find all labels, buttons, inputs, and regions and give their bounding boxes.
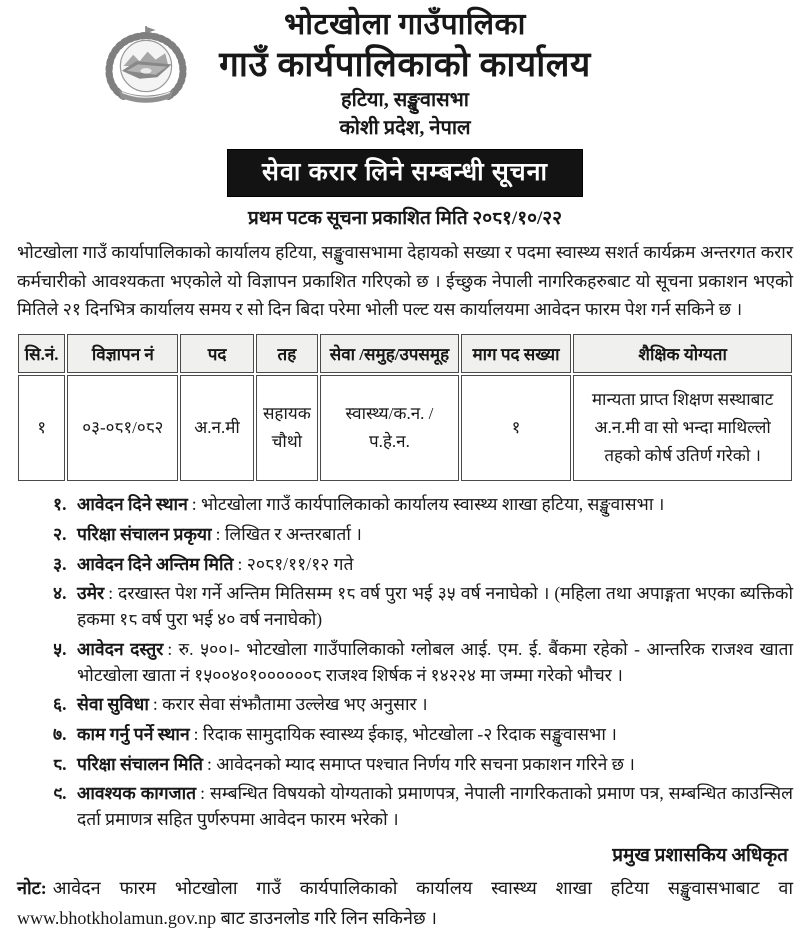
list-item-text: : आवेदनको म्याद समाप्त पश्चात निर्णय गरि सचना प्रकाशन गरिने छ । bbox=[207, 753, 635, 774]
list-item-number: ५. bbox=[53, 638, 67, 659]
list-item-label: आवश्यक कागजात bbox=[77, 783, 197, 804]
vacancy-table bbox=[16, 332, 794, 483]
list-item-number: ९. bbox=[53, 783, 67, 804]
col-header-level: तह bbox=[256, 334, 318, 373]
notice-banner bbox=[0, 149, 810, 197]
list-item-label: आवेदन दस्तुर bbox=[77, 638, 164, 659]
cell-sn: १ bbox=[18, 375, 65, 481]
list-item-9 bbox=[17, 781, 793, 832]
nepal-government-emblem-logo bbox=[98, 24, 194, 108]
list-item-label: उमेर bbox=[77, 583, 105, 604]
list-item-text: : भोटखोला गाउँ कार्यपालिकाको कार्यालय स्वास्थ्य शाखा हटिया, सङ्खुवासभा । bbox=[191, 494, 665, 515]
cell-level: सहायक चौथो bbox=[256, 375, 318, 481]
office-title: गाउँ कार्यपालिकाको कार्यालय bbox=[219, 44, 591, 84]
list-item-6 bbox=[17, 692, 793, 718]
list-item-number: २. bbox=[53, 523, 67, 544]
list-item-2 bbox=[17, 522, 793, 548]
note-label: नोट: bbox=[17, 877, 47, 898]
municipality-title: भोटखोला गाउँपालिका bbox=[284, 8, 526, 41]
list-item-label: सेवा सुविधा bbox=[77, 694, 149, 715]
conditions-list bbox=[17, 492, 793, 833]
list-item-label: परिक्षा संचालन प्रकृया bbox=[77, 523, 212, 544]
website-url: www.bhotkholamun.gov.np bbox=[17, 908, 217, 929]
list-item-number: १. bbox=[53, 494, 67, 515]
list-item-8 bbox=[17, 752, 793, 778]
note-text-after-url: बाट डाउनलोड गरि लिन सकिनेछ । bbox=[220, 908, 437, 929]
list-item-4 bbox=[17, 581, 793, 632]
list-item-label: काम गर्नु पर्ने स्थान bbox=[77, 723, 190, 744]
cell-qualification: मान्यता प्राप्त शिक्षण सस्थाबाट अ.न.मी वा सो भन्दा माथिल्लो तहको कोर्ष उतिर्ण गरेको । bbox=[573, 375, 792, 481]
col-header-qualification: शैक्षिक योग्यता bbox=[573, 334, 792, 373]
cell-service-group: स्वास्थ्य/क.न. /प.हे.न. bbox=[320, 375, 459, 481]
table-row bbox=[18, 375, 792, 481]
cell-advert-no: ०३-०८१/०८२ bbox=[67, 375, 178, 481]
list-item-number: ८. bbox=[53, 753, 67, 774]
list-item-5 bbox=[17, 637, 793, 688]
notice-banner-title: सेवा करार लिने सम्बन्धी सूचना bbox=[227, 149, 583, 197]
list-item-1 bbox=[17, 492, 793, 518]
document-header bbox=[0, 0, 810, 142]
cell-demand-count: १ bbox=[461, 375, 571, 481]
col-header-post: पद bbox=[180, 334, 253, 373]
address-line-1: हटिया, सङ्खुवासभा bbox=[341, 89, 469, 112]
list-item-3 bbox=[17, 552, 793, 578]
list-item-text: : दरखास्त पेश गर्ने अन्तिम मितिसम्म १८ वर्ष पुरा भई ३५ वर्ष ननाघेको । (महिला तथा अपाङ्गता भएका ब्यक्तिको हकमा १८ वर्ष पुरा भई ४० वर्ष ननाघेको) bbox=[77, 583, 793, 630]
publication-date-line: प्रथम पटक सूचना प्रकाशित मिति २०८१/१०/२२ bbox=[247, 208, 563, 230]
col-header-advert-no: विज्ञापन नं bbox=[67, 334, 178, 373]
list-item-number: ७. bbox=[53, 723, 67, 744]
cell-post: अ.न.मी bbox=[180, 375, 253, 481]
intro-paragraph: भोटखोला गाउँ कार्यापालिकाको कार्यालय हटिया, सङ्खुवासभामा देहायको सख्या र पदमा स्वास्थ्य सशर्त कार्यक्रम अन्तरगत करार कर्मचारीको आवश्यकता भएकोले यो विज्ञापन प्रकाशित गरिएको छ । ईच्छुक नेपाली नागरिकहरुबाट यो सूचना प्रकाशन भएको मितिले २१ दिनभित्र कार्यालय समय र सो दिन बिदा परेमा भोली पल्ट यस कार्यालयमा आवेदन फारम पेश गर्न सकिने छ । bbox=[17, 242, 793, 319]
note-text-before-url: आवेदन फारम भोटखोला गाउँ कार्यपालिकाको कार्यालय स्वास्थ्य शाखा हटिया सङ्खुवासभाबाट वा bbox=[52, 877, 793, 898]
list-item-number: ३. bbox=[53, 553, 67, 574]
list-item-text: : रिदाक सामुदायिक स्वास्थ्य ईकाइ, भोटखोला -२ रिदाक सङ्खुवासभा । bbox=[193, 723, 617, 744]
list-item-number: ४. bbox=[53, 583, 67, 604]
list-item-7 bbox=[17, 722, 793, 748]
list-item-number: ६. bbox=[53, 694, 67, 715]
signatory-title: प्रमुख प्रशासकिय अधिकृत bbox=[612, 844, 788, 866]
list-item-text: : २०८१/११/१२ गते bbox=[237, 553, 354, 574]
col-header-demand-count: माग पद सख्या bbox=[461, 334, 571, 373]
list-item-text: : लिखित र अन्तरबार्ता । bbox=[215, 523, 362, 544]
list-item-text: : सम्बन्धित विषयको योग्यताको प्रमाणपत्र, नेपाली नागरिकताको प्रमाण पत्र, सम्बन्धित काउन्सिल दर्ता प्रमाणत्र सहित पुर्णरुपमा आवेदन फारम भरेको । bbox=[77, 783, 793, 830]
list-item-label: आवेदन दिने स्थान bbox=[77, 494, 188, 515]
list-item-label: आवेदन दिने अन्तिम मिति bbox=[77, 553, 234, 574]
list-item-label: परिक्षा संचालन मिति bbox=[77, 753, 204, 774]
address-line-2: कोशी प्रदेश, नेपाल bbox=[339, 117, 471, 140]
list-item-text: : रु. ५००।- भोटखोला गाउँपालिकाको ग्लोबल आई. एम. ई. बैंकमा रहेको - आन्तरिक राजश्व खाता भोटखोला खाता नं १५००४०१००००००८ राजश्व शिर्षक नं १४२२४ मा जम्मा गरेको भौचर । bbox=[77, 638, 793, 685]
table-header-row bbox=[18, 334, 792, 373]
col-header-sn: सि.नं. bbox=[18, 334, 65, 373]
list-item-text: : करार सेवा संझौतामा उल्लेख भए अनुसार । bbox=[152, 694, 428, 715]
note-paragraph bbox=[17, 873, 793, 933]
col-header-service-group: सेवा /समुह/उपसमूह bbox=[320, 334, 459, 373]
